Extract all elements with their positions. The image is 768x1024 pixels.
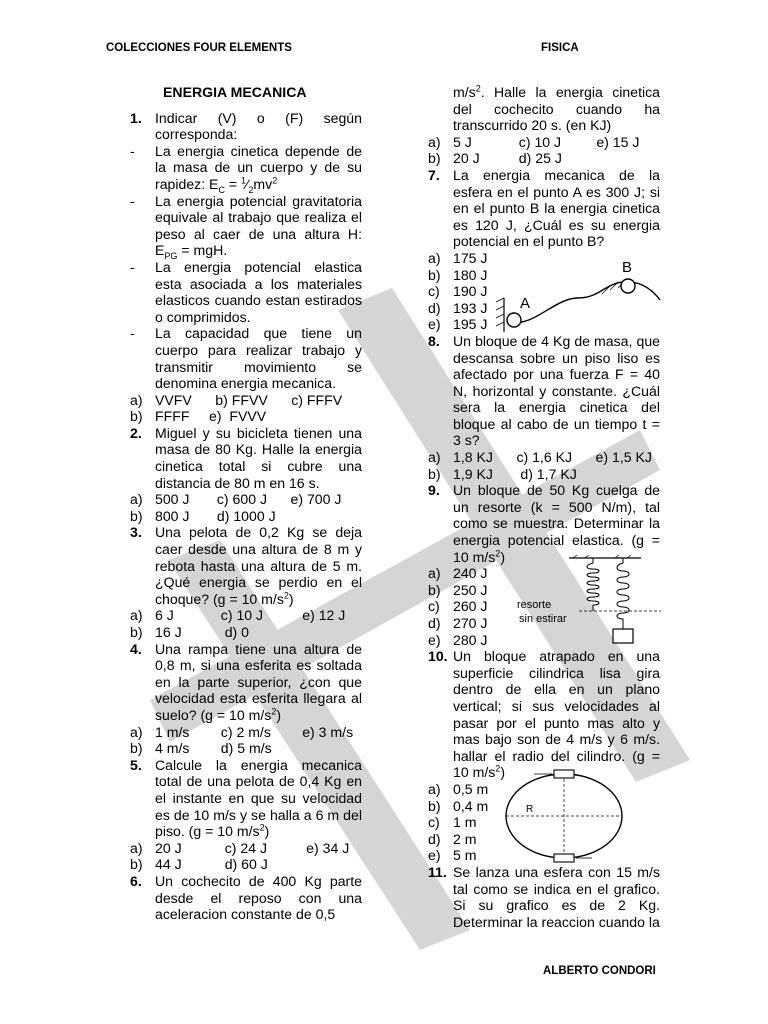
label-a: A xyxy=(520,295,531,312)
q9-spring-figure xyxy=(515,555,661,649)
q2-options-row1: a) 500 J c) 600 J e) 700 J xyxy=(130,491,342,508)
left-column xyxy=(130,84,362,923)
spring-left xyxy=(587,558,599,611)
question-10: 10. Un bloque atrapado en una superficie cilindrica lisa gira dentro de ella en un plano vertical; si sus velocidades al pasar por el punto mas alto y mas bajo son de 4 m/s y 6 m/s. hallar el radio del cilindro. (g = 10 $m/s^2$) xyxy=(428,648,660,781)
q5-options-row2: b) 44 J d) 60 J xyxy=(130,856,268,873)
question-8: 8. Un bloque de 4 Kg de masa, que descansa sobre un piso liso es afectado por una fuerza F = 40 N, horizontal y constante. ¿Cuál sera la energia cinetica del bloque al cabo de un tiempo t = 3 s? xyxy=(428,332,660,449)
q7-track-figure xyxy=(494,258,662,334)
q4-options-row2: b) 4 m/s d) 5 m/s xyxy=(130,740,272,757)
question-5: 5. Calcule la energia mecanica total de una pelota de 0,4 Kg en el instante en que su velocidad es de 10 m/s y se halla a 6 m del piso. (g = 10 $m/s^2$) xyxy=(130,756,362,840)
q10-option-e: e) 5 m xyxy=(428,847,477,864)
question-9: 9. Un bloque de 50 Kg cuelga de un resorte (k = 500 N/m), tal como se muestra. Determinar la energia potencial elastica. (g = 10 $m/s^2$) xyxy=(428,482,660,565)
q3-options-row1: a) 6 J c) 10 J e) 12 J xyxy=(130,607,346,624)
question-2: 2. Miguel y su bicicleta tienen una masa de 80 Kg. Halle la energia cinetica total si cubre una distancia de 80 m en 16 s. xyxy=(130,424,362,491)
q2-options-row2: b) 800 J d) 1000 J xyxy=(130,507,276,524)
q10-option-b: b) 0,4 m xyxy=(428,797,489,814)
statement-4: - La capacidad que tiene un cuerpo para realizar trabajo y transmitir movimiento se denomina energia mecanica. xyxy=(130,325,362,392)
block-top xyxy=(554,770,574,778)
q4-options-row1: a) 1 m/s c) 2 m/s e) 3 m/s xyxy=(130,723,354,740)
q9-option-b: b) 250 J xyxy=(428,581,488,598)
q7-option-a: a) 175 J xyxy=(428,249,488,266)
footer-author: ALBERTO CONDORI xyxy=(543,965,656,977)
q1-options-row1: a) VVFV b) FFVV c) FFFV xyxy=(130,391,343,408)
q10-cylinder-figure xyxy=(500,768,640,864)
question-3: 3. Una pelota de 0,2 Kg se deja caer desde una altura de 8 m y rebota hasta una altura de 5 m. ¿Qué energia se perdio en el choque? (g = 10 $m/s^2$) xyxy=(130,524,362,607)
page-title: ENERGIA MECANICA xyxy=(163,84,307,100)
statement-3: - La energia potencial elastica esta asociada a los materiales elasticos cuando estan estirados o comprimidos. xyxy=(130,258,362,325)
q1-options-row2: b) FFFF e) FVVV xyxy=(130,408,267,425)
q7-option-b: b) 180 J xyxy=(428,266,488,283)
sphere-b xyxy=(621,279,635,293)
statement-1: - La energia cinetica depende de la masa de un cuerpo y de su rapidez: $E_C$ = $^1⁄_2mv^2$ xyxy=(130,142,362,195)
q10-option-d: d) 2 m xyxy=(428,830,477,847)
hanging-block xyxy=(613,629,633,643)
header-subject: FISICA xyxy=(541,42,579,54)
header-collection: COLECCIONES FOUR ELEMENTS xyxy=(106,42,292,54)
q6-options-row2: b) 20 J d) 25 J xyxy=(428,150,562,167)
q3-options-row2: b) 16 J d) 0 xyxy=(130,624,249,640)
question-4: 4. Una rampa tiene una altura de 0,8 m, si una esferita es soltada en la parte superior, ¿con que velocidad esta esferita llegara al suelo? (g = 10 $m/s^2$) xyxy=(130,640,362,723)
block-bottom xyxy=(554,854,574,862)
label-sin-estirar: sin estirar xyxy=(519,613,567,625)
question-1: 1. Indicar (V) o (F) según corresponda: xyxy=(130,109,362,143)
q10-option-a: a) 0,5 m xyxy=(428,780,489,797)
label-b: B xyxy=(622,259,633,276)
q9-option-a: a) 240 J xyxy=(428,565,488,582)
label-resorte: resorte xyxy=(517,599,552,611)
q6-options-row1: a) 5 J c) 10 J e) 15 J xyxy=(428,133,640,150)
q7-option-e: e) 195 J xyxy=(428,316,488,333)
sphere-a xyxy=(507,313,521,327)
question-6-continued: $m/s^2$. Halle la energia cinetica del cochecito cuando ha transcurrido 20 s. (en KJ) xyxy=(453,83,660,134)
q8-options-row2: b) 1,9 KJ d) 1,7 KJ xyxy=(428,465,577,482)
q7-option-d: d) 193 J xyxy=(428,299,488,316)
q8-options-row1: a) 1,8 KJ c) 1,6 KJ e) 1,5 KJ xyxy=(428,449,652,466)
q10-option-c: c) 1 m xyxy=(428,814,477,831)
spring-right xyxy=(617,558,629,629)
question-11: 11. Se lanza una esfera con 15 m/s tal como se indica en el grafico. Si su grafico es de 2 Kg. Determinar la reaccion cuando la xyxy=(428,863,660,930)
track-curve xyxy=(508,282,660,323)
q9-option-c: c) 260 J xyxy=(428,598,488,615)
question-6: 6. Un cochecito de 400 Kg parte desde el reposo con una aceleracion constante de 0,5 xyxy=(130,872,362,923)
question-7: 7. La energia mecanica de la esfera en el punto A es 300 J; si en el punto B la energia cinetica es 120 J, ¿Cuál es su energia potencial en el punto B? xyxy=(428,166,660,250)
q5-options-row1: a) 20 J c) 24 J e) 34 J xyxy=(130,839,350,856)
q9-option-e: e) 280 J xyxy=(428,631,488,648)
label-r: R xyxy=(526,804,534,815)
statement-2: - La energia potencial gravitatoria equivale al trabajo que realiza el peso al caer de una altura H: $E_{PG}$ = mgH. xyxy=(130,192,362,262)
q7-option-c: c) 190 J xyxy=(428,283,488,300)
q9-option-d: d) 270 J xyxy=(428,615,488,631)
